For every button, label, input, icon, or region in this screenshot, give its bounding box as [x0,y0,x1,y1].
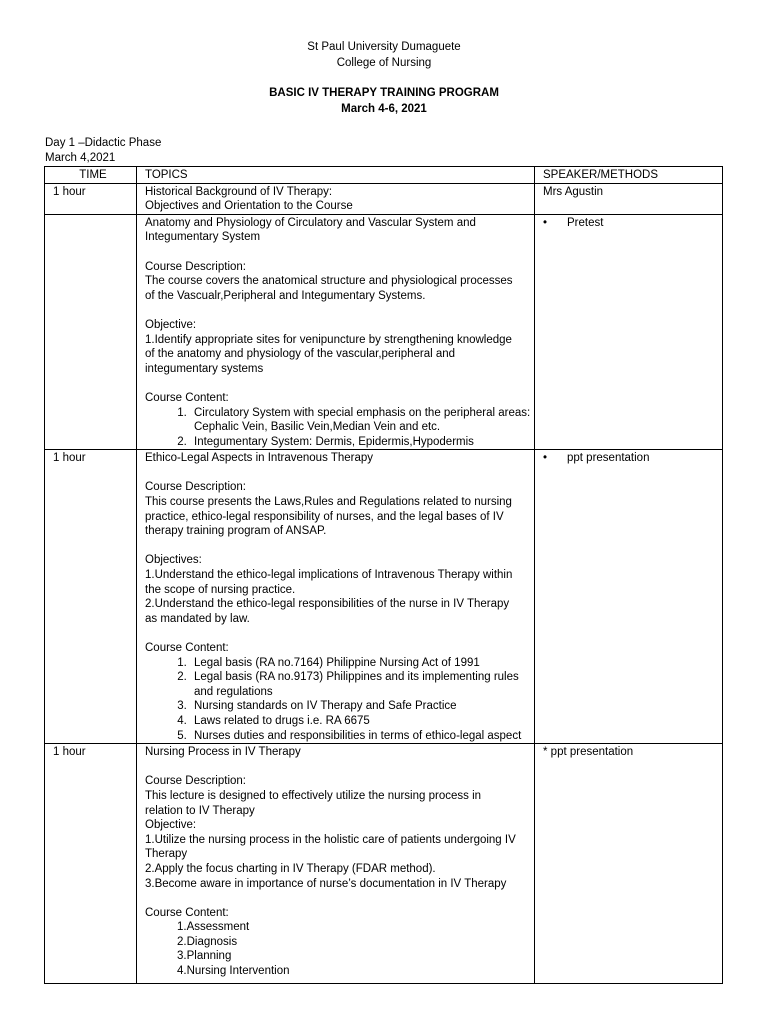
table-row [45,214,723,450]
row-time: 1 hour [45,450,137,744]
row-methods [535,214,723,450]
bullet-icon: • [543,452,548,465]
description-line: This course presents the Laws,Rules and Regulations related to nursing [145,496,512,509]
description-line: This lecture is designed to effectively utilize the nursing process in [145,789,482,802]
bullet-icon: • [543,216,548,229]
table-header-row [45,167,723,184]
objective-line: 2.Apply the focus charting in IV Therapy (FDAR method). [145,862,436,875]
course-description-label: Course Description: [145,260,246,273]
topic-title-line: Ethico-Legal Aspects in Intravenous Therapy [145,452,374,465]
list-item: 1. Legal basis (RA no.7164) Philippine Nursing Act of 1991 [190,656,531,671]
day-label: Day 1 –Didactic Phase [45,137,162,149]
course-content-label: Course Content: [145,906,229,919]
table-row [45,744,723,984]
objective-line: of the anatomy and physiology of the vascular,peripheral and [145,348,456,361]
description-line: of the Vascualr,Peripheral and Integumentary Systems. [145,289,426,302]
objective-line: 1.Identify appropriate sites for venipuncture by strengthening knowledge [145,333,512,346]
list-item: 2.Diagnosis [177,935,238,948]
list-item: 1.Assessment [177,921,250,934]
row-topic [137,183,535,214]
list-item: 1. Circulatory System with special emphasis on the peripheral areas: Cephalic Vein, Basilic Vein,Median Vein and etc. [190,406,531,435]
description-line: practice, ethico-legal responsibility of nurses, and the legal bases of IV [145,510,504,523]
header-topics: TOPICS [137,167,535,184]
description-line: therapy training program of ANSAP. [145,525,327,538]
row-methods: * ppt presentation [535,744,723,984]
row-time: 1 hour [45,183,137,214]
day-date: March 4,2021 [45,152,116,164]
objective-line: the scope of nursing practice. [145,583,296,596]
table-row [45,450,723,744]
day-heading [45,136,161,166]
course-content-label: Course Content: [145,391,229,404]
objective-label: Objectives: [145,554,202,567]
row-time [45,214,137,450]
topic-line: Historical Background of IV Therapy: [145,185,333,198]
objective-line: integumentary systems [145,362,264,375]
list-item: 3.Planning [177,950,232,963]
row-topic [137,744,535,984]
row-topic [137,214,535,450]
course-description-label: Course Description: [145,775,246,788]
description-line: relation to IV Therapy [145,804,255,817]
table-row [45,183,723,214]
program-heading [0,86,768,118]
course-content-list [145,656,531,744]
row-speaker: Mrs Agustin [535,183,723,214]
objective-line: 1.Utilize the nursing process in the holistic care of patients undergoing IV [145,833,516,846]
topic-line: Objectives and Orientation to the Course [145,200,353,213]
topic-title-line: Anatomy and Physiology of Circulatory and Vascular System and [145,216,476,229]
method-text: Pretest [567,216,604,229]
objective-line: 1.Understand the ethico-legal implications of Intravenous Therapy within [145,569,513,582]
objective-label: Objective: [145,318,197,331]
course-description-label: Course Description: [145,481,246,494]
row-topic [137,450,535,744]
objective-line: 2.Understand the ethico-legal responsibilities of the nurse in IV Therapy [145,598,510,611]
row-methods [535,450,723,744]
college-name: College of Nursing [336,57,432,69]
university-name: St Paul University Dumaguete [307,41,461,53]
header-time: TIME [45,167,137,184]
program-dates: March 4-6, 2021 [341,103,427,115]
topic-title-line: Integumentary System [145,231,261,244]
objective-line: Therapy [145,848,188,861]
list-item: 4.Nursing Intervention [177,965,290,978]
objective-line: as mandated by law. [145,612,250,625]
list-item: 2. Integumentary System: Dermis, Epidermis,Hypodermis [190,435,531,450]
list-item: 4. Laws related to drugs i.e. RA 6675 [190,714,531,729]
header-speaker-methods: SPEAKER/METHODS [535,167,723,184]
row-time: 1 hour [45,744,137,984]
objective-line: 3.Become aware in importance of nurse’s documentation in IV Therapy [145,877,507,890]
topic-title-line: Nursing Process in IV Therapy [145,746,301,759]
schedule-table [44,166,723,984]
method-text: ppt presentation [567,452,650,465]
program-title: BASIC IV THERAPY TRAINING PROGRAM [269,87,499,99]
document-header [0,40,768,72]
course-content-label: Course Content: [145,642,229,654]
description-line: The course covers the anatomical structure and physiological processes [145,275,513,288]
list-item: 3. Nursing standards on IV Therapy and Safe Practice [190,699,531,714]
list-item: 5. Nurses duties and responsibilities in terms of ethico-legal aspect [190,729,531,744]
course-content-list [145,406,531,450]
list-item: 2. Legal basis (RA no.9173) Philippines and its implementing rules and regulations [190,670,531,699]
objective-label: Objective: [145,819,197,832]
